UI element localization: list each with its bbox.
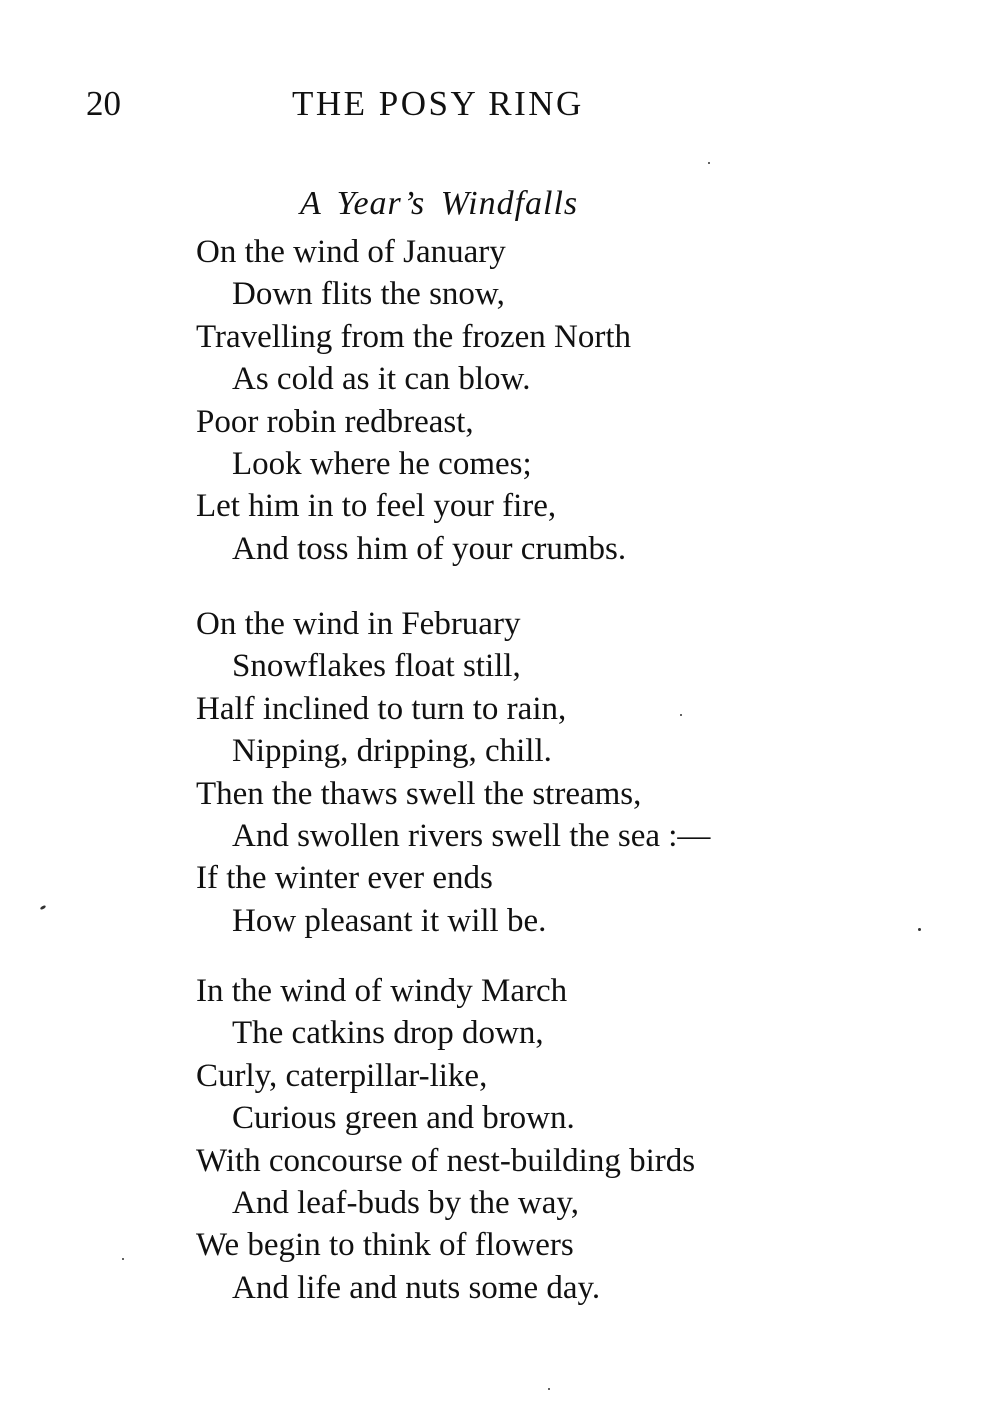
poem-line: Let him in to feel your fire, xyxy=(196,488,557,525)
poem-line: Travelling from the frozen North xyxy=(196,318,632,355)
poem-line: Nipping, dripping, chill. xyxy=(232,733,552,770)
scan-speck xyxy=(680,714,682,716)
page-number: 20 xyxy=(86,84,121,123)
poem-line: And toss him of your crumbs. xyxy=(232,530,627,567)
scan-speck xyxy=(548,1388,550,1390)
running-head-title: THE POSY RING xyxy=(292,84,584,123)
scan-speck xyxy=(708,162,710,164)
poem-line: Look where he comes; xyxy=(232,445,532,482)
poem-line: And leaf-buds by the way, xyxy=(232,1184,580,1221)
poem-line: Down flits the snow, xyxy=(232,276,505,313)
poem-line: Poor robin redbreast, xyxy=(196,403,474,440)
scan-speck xyxy=(122,1258,124,1260)
poem-title: A Year’s Windfalls xyxy=(300,185,579,222)
poem-line: Then the thaws swell the streams, xyxy=(196,775,642,812)
poem-line: How pleasant it will be. xyxy=(232,902,547,939)
poem-line: And life and nuts some day. xyxy=(232,1269,601,1306)
poem-line: If the winter ever ends xyxy=(196,860,493,897)
poem-line: With concourse of nest-building birds xyxy=(196,1142,696,1179)
stanza-march xyxy=(196,970,896,1309)
poem-line: In the wind of windy March xyxy=(196,973,568,1009)
scan-speck xyxy=(918,928,921,931)
poem-line: Half inclined to turn to rain, xyxy=(196,690,567,727)
poem-line: And swollen rivers swell the sea :— xyxy=(232,817,711,854)
poem-line: Snowflakes float still, xyxy=(232,648,521,685)
poem-line: On the wind in February xyxy=(196,606,521,642)
poem-line: On the wind of January xyxy=(196,234,506,270)
poem-line: We begin to think of flowers xyxy=(196,1227,574,1264)
poem-line: As cold as it can blow. xyxy=(232,361,531,398)
stanza-january xyxy=(196,231,896,570)
poem-line: Curious green and brown. xyxy=(232,1100,575,1137)
stanza-february xyxy=(196,603,896,942)
poem-line: Curly, caterpillar-like, xyxy=(196,1057,488,1094)
scan-speck xyxy=(40,905,47,911)
poem-line: The catkins drop down, xyxy=(232,1015,544,1052)
